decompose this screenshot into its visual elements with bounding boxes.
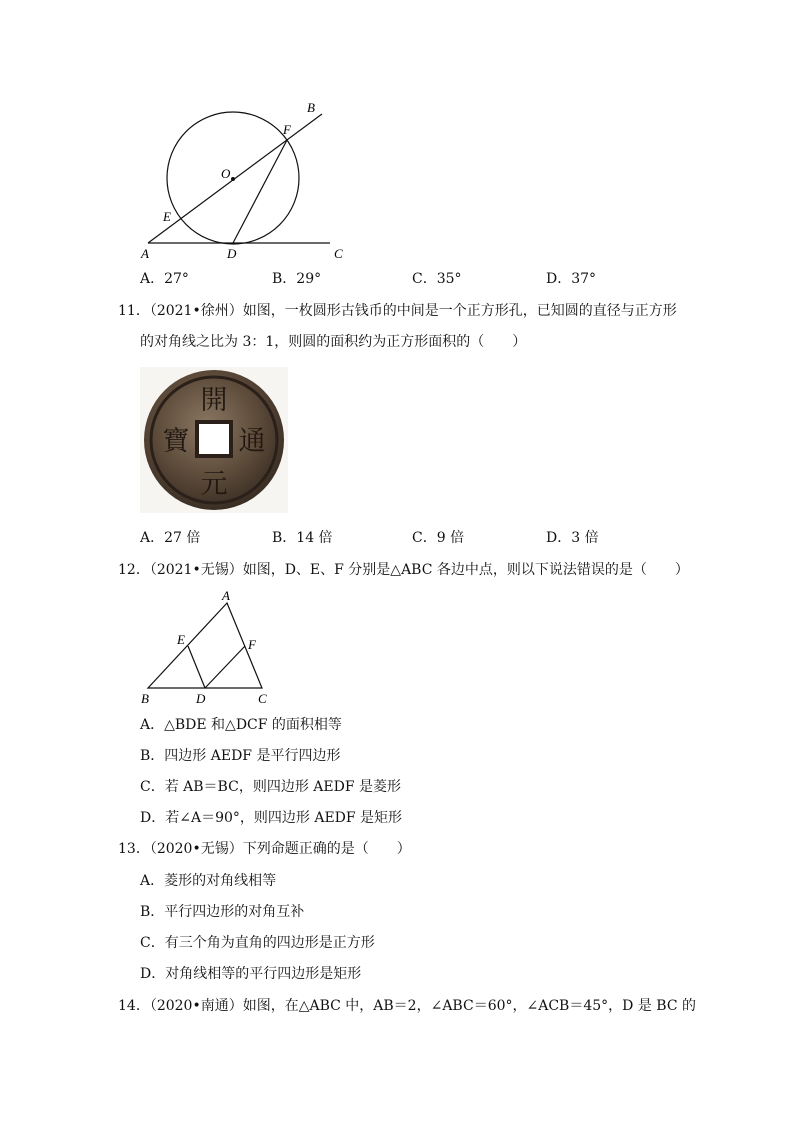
label-a: A bbox=[141, 246, 149, 261]
q13-option-c: C．有三个角为直角的四边形是正方形 bbox=[140, 935, 375, 951]
q12-option-c: C．若 AB＝BC，则四边形 AEDF 是菱形 bbox=[140, 779, 401, 795]
ancient-coin-image bbox=[140, 367, 288, 513]
label-c: C bbox=[258, 691, 267, 706]
q13-stem: 13．（2020•无锡）下列命题正确的是（ ） bbox=[118, 841, 411, 857]
circle-tangent-figure bbox=[130, 95, 360, 265]
label-b: B bbox=[141, 691, 149, 706]
segment-ed bbox=[188, 646, 205, 688]
coin-char-left: 寶 bbox=[162, 426, 190, 456]
label-d: D bbox=[227, 246, 237, 261]
q13-option-a: A．菱形的对角线相等 bbox=[140, 873, 277, 889]
label-e: E bbox=[163, 209, 171, 224]
triangle-midpoints-figure bbox=[135, 585, 275, 710]
q11-option-b: B．14 倍 bbox=[272, 530, 333, 546]
q12-stem: 12．（2021•无锡）如图，D、E、F 分别是△ABC 各边中点，则以下说法错误的是（ ） bbox=[118, 562, 689, 578]
label-b: B bbox=[307, 100, 315, 115]
q14-stem: 14．（2020•南通）如图，在△ABC 中，AB＝2，∠ABC＝60°，∠ACB＝45°，D 是 BC 的 bbox=[118, 998, 696, 1014]
triangle-abc bbox=[148, 603, 262, 688]
label-c: C bbox=[334, 246, 343, 261]
segment-df bbox=[205, 646, 245, 688]
coin-char-right: 通 bbox=[238, 426, 266, 456]
label-o: O bbox=[221, 166, 231, 181]
q10-option-b: B．29° bbox=[272, 271, 322, 287]
line-df bbox=[233, 140, 287, 243]
label-d: D bbox=[196, 691, 206, 706]
q13-option-b: B．平行四边形的对角互补 bbox=[140, 904, 305, 920]
q12-option-d: D．若∠A＝90°，则四边形 AEDF 是矩形 bbox=[140, 810, 403, 826]
q11-stem-line1: 11．（2021•徐州）如图，一枚圆形古钱币的中间是一个正方形孔，已知圆的直径与正方形 bbox=[118, 303, 677, 319]
label-f: F bbox=[248, 637, 256, 652]
label-f: F bbox=[283, 122, 291, 137]
q11-option-c: C．9 倍 bbox=[412, 530, 465, 546]
q10-option-d: D．37° bbox=[546, 271, 597, 287]
q11-option-d: D．3 倍 bbox=[546, 530, 599, 546]
q12-option-a: A．△BDE 和△DCF 的面积相等 bbox=[140, 717, 342, 733]
q11-stem-line2: 的对角线之比为 3：1，则圆的面积约为正方形面积的（ ） bbox=[140, 334, 527, 350]
q10-option-c: C．35° bbox=[412, 271, 462, 287]
coin-char-top: 開 bbox=[200, 385, 228, 415]
q13-option-d: D．对角线相等的平行四边形是矩形 bbox=[140, 966, 362, 982]
q11-option-a: A．27 倍 bbox=[140, 530, 201, 546]
coin-char-bottom: 元 bbox=[200, 469, 228, 499]
label-e: E bbox=[177, 632, 185, 647]
q10-option-a: A．27° bbox=[140, 271, 189, 287]
center-dot bbox=[231, 177, 235, 181]
label-a: A bbox=[222, 588, 230, 603]
q12-option-b: B．四边形 AEDF 是平行四边形 bbox=[140, 748, 341, 764]
line-ab bbox=[148, 114, 322, 243]
